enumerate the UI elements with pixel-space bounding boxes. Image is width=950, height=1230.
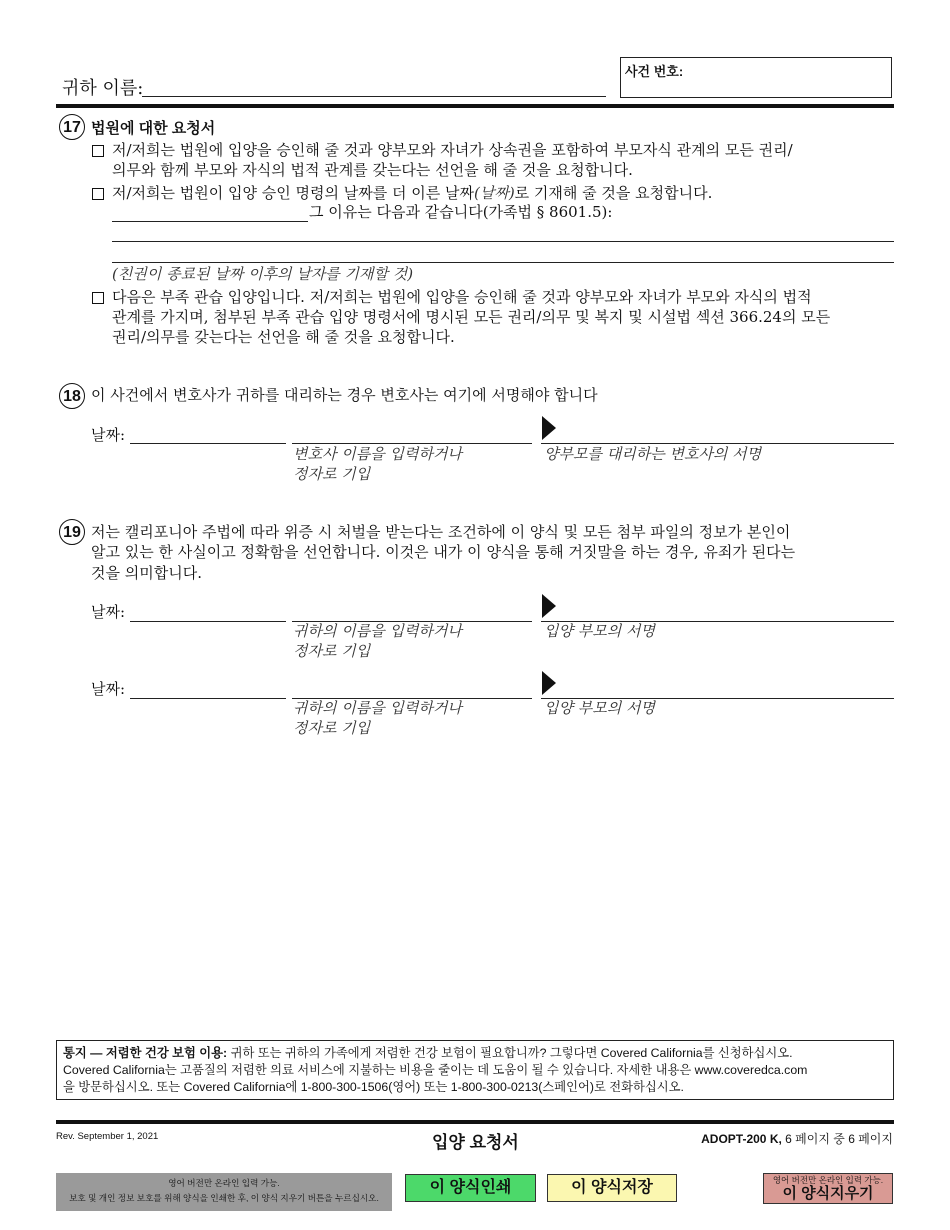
footer-form-id: ADOPT-200 K, <box>701 1132 782 1146</box>
item-17-option2-text <box>112 184 712 203</box>
item-18-signature-caption: 양부모를 대리하는 변호사의 서명 <box>544 445 762 463</box>
item-18-signature-field[interactable] <box>541 424 894 444</box>
item-17-option3-line3: 권리/의무를 갖는다는 선언을 해 줄 것을 요청합니다. <box>112 328 455 346</box>
online-info-line1: 영어 버전만 온라인 입력 가능. <box>168 1178 280 1188</box>
item-19-name-field-2[interactable] <box>292 679 532 699</box>
item-19-name-caption-1a: 귀하의 이름을 입력하거나 <box>293 622 462 640</box>
item-17-option3-line1: 다음은 부족 관습 입양입니다. 저/저희는 법원에 입양을 승인해 줄 것과 양부모와 자녀가 부모와 자식의 법적 <box>112 288 812 306</box>
item-17-option2-checkbox[interactable] <box>92 188 104 200</box>
item-17-earlier-date-field[interactable] <box>112 203 308 222</box>
name-label: 귀하 이름: <box>62 78 144 99</box>
case-number-label: 사건 번호: <box>625 64 684 79</box>
clear-form-label: 이 양식지우기 <box>782 1185 874 1202</box>
item-17-option1-line1: 저/저희는 법원에 입양을 승인해 줄 것과 양부모와 자녀가 상속권을 포함하여 부모자식 관계의 모든 권리/ <box>112 141 793 159</box>
item-17-option2-post: 로 기재해 줄 것을 요청합니다. <box>514 184 713 202</box>
notice-line3: 을 방문하십시오. 또는 Covered California에 1-800-300-1506(영어) 또는 1-800-300-0213(스페인어)로 전화하십시오. <box>63 1080 684 1094</box>
item-18-name-caption-line2: 정자로 기입 <box>293 465 371 483</box>
item-19-line1: 저는 캘리포니아 주법에 따라 위증 시 처벌을 받는다는 조건하에 이 양식 및 모든 첨부 파일의 정보가 본인이 <box>91 523 791 541</box>
item-17-reason-field-1[interactable] <box>112 224 894 242</box>
item-17-option2-pre: 저/저희는 법원이 입양 승인 명령의 날짜를 더 이른 날짜 <box>112 184 474 202</box>
item-18-text: 이 사건에서 변호사가 귀하를 대리하는 경우 변호사는 여기에 서명해야 합니다 <box>91 386 598 404</box>
save-form-button[interactable]: 이 양식저장 <box>547 1174 677 1202</box>
item-18-number: 18 <box>59 383 85 409</box>
header-rule <box>56 104 894 108</box>
item-19-name-caption-2a: 귀하의 이름을 입력하거나 <box>293 699 462 717</box>
item-17-option1-checkbox[interactable] <box>92 145 104 157</box>
online-info-panel <box>56 1173 392 1211</box>
online-info-line2: 보호 및 개인 정보 보호를 위해 양식을 인쇄한 후, 이 양식 지우기 버튼을 누르십시오. <box>69 1193 379 1203</box>
item-17-option2-reason: 그 이유는 다음과 같습니다(가족법 § 8601.5): <box>309 203 613 221</box>
item-18-date-field[interactable] <box>130 424 286 444</box>
footer-page-info <box>701 1130 893 1147</box>
clear-form-button[interactable] <box>763 1173 893 1204</box>
item-19-signature-field-1[interactable] <box>541 602 894 622</box>
item-17-option3-line2: 관계를 가지며, 첨부된 부족 관습 입양 명령서에 명시된 모든 권리/의무 및 복지 및 시설법 섹션 366.24의 모든 <box>112 308 831 326</box>
footer-revision: Rev. September 1, 2021 <box>56 1131 159 1142</box>
item-19-signature-field-2[interactable] <box>541 679 894 699</box>
item-17-number: 17 <box>59 114 85 140</box>
item-19-line2: 알고 있는 한 사실이고 정확함을 선언합니다. 이것은 내가 이 양식을 통해 거짓말을 하는 경우, 유죄가 된다는 <box>91 543 796 561</box>
case-number-box[interactable] <box>620 57 892 98</box>
notice-line1 <box>63 1045 893 1062</box>
item-19-name-caption-1b: 정자로 기입 <box>293 642 371 660</box>
item-19-signature-caption-2: 입양 부모의 서명 <box>544 699 655 717</box>
notice-title: 통지 — 저렴한 건강 보험 이용: <box>63 1046 228 1060</box>
footer-rule <box>56 1120 894 1124</box>
item-17-option2-date-word: (날짜) <box>473 184 515 202</box>
item-17-option2-hint: (친권이 종료된 날짜 이후의 날자를 기재할 것) <box>112 265 414 283</box>
item-18-date-label: 날짜: <box>91 426 126 444</box>
item-19-name-field-1[interactable] <box>292 602 532 622</box>
item-17-reason-field-2[interactable] <box>112 246 894 263</box>
item-19-number: 19 <box>59 519 85 545</box>
item-17-option1-line2: 의무와 함께 부모와 자식의 법적 관계를 갖는다는 선언을 해 줄 것을 요청합니다. <box>112 161 633 179</box>
name-field[interactable] <box>142 76 606 97</box>
notice-box <box>56 1040 894 1100</box>
item-18-name-caption-line1: 변호사 이름을 입력하거나 <box>293 445 462 463</box>
item-17-title: 법원에 대한 요청서 <box>91 120 216 137</box>
footer-form-title: 입양 요청서 <box>432 1133 519 1152</box>
item-19-date-label-1: 날짜: <box>91 603 126 621</box>
notice-line2: Covered California는 고품질의 저렴한 의료 서비스에 지불하는 비용을 줄이는 데 도움이 될 수 있습니다. 자세한 내용은 www.coveredca.com <box>63 1063 808 1077</box>
item-19-date-field-1[interactable] <box>130 602 286 622</box>
item-19-line3: 것을 의미합니다. <box>91 564 202 582</box>
item-17-option3-checkbox[interactable] <box>92 292 104 304</box>
item-19-date-label-2: 날짜: <box>91 680 126 698</box>
footer-page-count: 6 페이지 중 6 페이지 <box>781 1132 893 1146</box>
clear-form-note: 영어 버전만 온라인 입력 가능. <box>772 1175 884 1185</box>
item-19-date-field-2[interactable] <box>130 679 286 699</box>
item-19-name-caption-2b: 정자로 기입 <box>293 719 371 737</box>
item-18-name-field[interactable] <box>292 424 532 444</box>
notice-line1-text: 귀하 또는 귀하의 가족에게 저렴한 건강 보험이 필요합니까? 그렇다면 Covered California를 신청하십시오. <box>227 1046 793 1060</box>
item-19-signature-caption-1: 입양 부모의 서명 <box>544 622 655 640</box>
print-form-button[interactable]: 이 양식인쇄 <box>405 1174 536 1202</box>
